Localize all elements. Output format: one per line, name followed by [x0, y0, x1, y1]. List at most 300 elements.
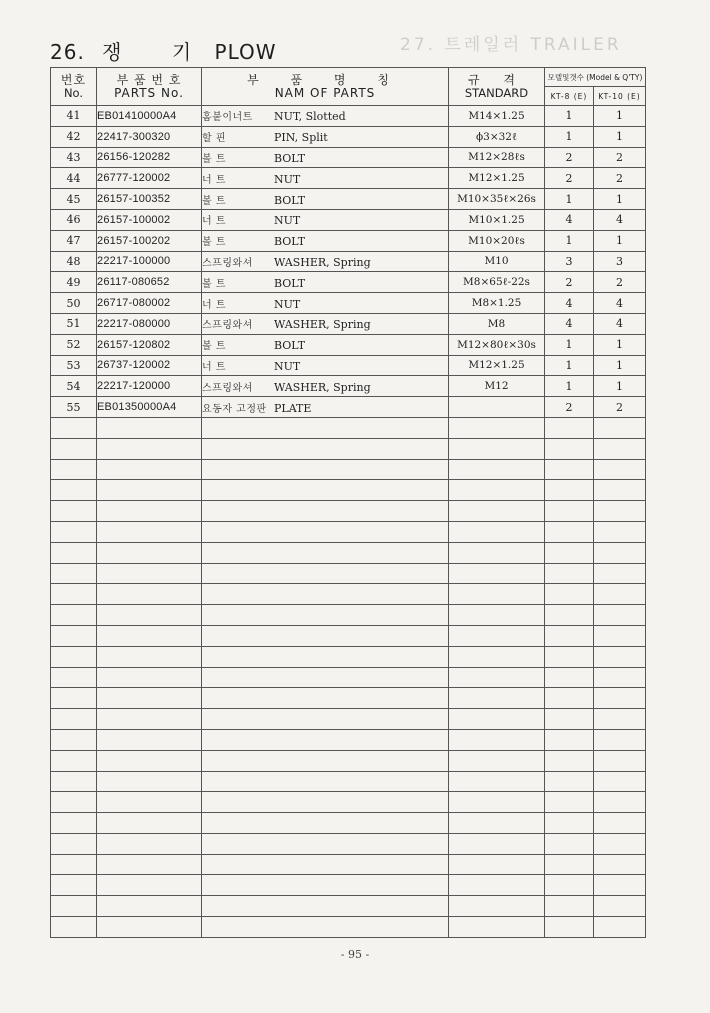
empty-cell	[202, 729, 449, 750]
empty-table-row	[51, 750, 646, 771]
empty-cell	[449, 709, 545, 730]
empty-cell	[97, 709, 202, 730]
empty-cell	[545, 813, 594, 834]
empty-cell	[51, 854, 97, 875]
empty-table-row	[51, 605, 646, 626]
empty-cell	[202, 480, 449, 501]
empty-table-row	[51, 521, 646, 542]
empty-cell	[51, 833, 97, 854]
empty-cell	[594, 501, 646, 522]
table-row	[51, 251, 646, 272]
empty-table-row	[51, 771, 646, 792]
header-no	[51, 68, 97, 106]
table-row	[51, 189, 646, 210]
empty-cell	[545, 729, 594, 750]
qty-kt8: 1	[545, 189, 594, 210]
empty-cell	[594, 917, 646, 938]
empty-cell	[545, 625, 594, 646]
empty-cell	[545, 521, 594, 542]
table-row	[51, 376, 646, 397]
empty-cell	[97, 792, 202, 813]
part-standard: M8	[449, 313, 545, 334]
empty-cell	[449, 875, 545, 896]
row-number: 49	[51, 272, 97, 293]
part-name	[202, 272, 449, 293]
row-number: 53	[51, 355, 97, 376]
part-name-korean: 스프링와셔	[202, 382, 253, 394]
part-name-korean: 스프링와셔	[202, 257, 253, 269]
empty-cell	[51, 521, 97, 542]
part-number: EB01410000A4	[97, 106, 202, 127]
header-no-en: No.	[63, 85, 84, 100]
empty-table-row	[51, 709, 646, 730]
empty-cell	[202, 625, 449, 646]
empty-cell	[545, 750, 594, 771]
qty-kt10: 1	[594, 376, 646, 397]
empty-cell	[594, 438, 646, 459]
part-name-korean: 너 트	[202, 299, 226, 311]
qty-kt8: 1	[545, 106, 594, 127]
empty-cell	[51, 875, 97, 896]
part-name-english: NUT	[274, 297, 301, 311]
part-standard: M10	[449, 251, 545, 272]
empty-cell	[51, 646, 97, 667]
empty-cell	[545, 542, 594, 563]
empty-cell	[51, 417, 97, 438]
empty-cell	[97, 729, 202, 750]
part-standard: M14×1.25	[449, 106, 545, 127]
empty-cell	[594, 459, 646, 480]
qty-kt10: 1	[594, 355, 646, 376]
empty-table-row	[51, 667, 646, 688]
part-name-english: BOLT	[274, 276, 306, 290]
empty-cell	[594, 521, 646, 542]
part-name	[202, 334, 449, 355]
part-standard	[449, 397, 545, 418]
empty-table-row	[51, 833, 646, 854]
part-number: 26117-080652	[97, 272, 202, 293]
empty-cell	[202, 542, 449, 563]
empty-cell	[97, 688, 202, 709]
empty-cell	[202, 896, 449, 917]
row-number: 44	[51, 168, 97, 189]
part-name-korean: 너 트	[202, 174, 226, 186]
qty-kt8: 4	[545, 313, 594, 334]
header-name-ko: 부 품 명 칭	[247, 72, 403, 87]
empty-cell	[449, 521, 545, 542]
empty-cell	[545, 917, 594, 938]
empty-cell	[51, 917, 97, 938]
qty-kt8: 4	[545, 209, 594, 230]
empty-cell	[594, 875, 646, 896]
empty-cell	[545, 875, 594, 896]
empty-cell	[545, 646, 594, 667]
empty-cell	[449, 896, 545, 917]
empty-cell	[545, 688, 594, 709]
header-model-kt10: KT-10 (E)	[594, 87, 646, 106]
empty-table-row	[51, 417, 646, 438]
empty-table-row	[51, 625, 646, 646]
qty-kt10: 2	[594, 397, 646, 418]
empty-cell	[449, 833, 545, 854]
part-number: 22217-120000	[97, 376, 202, 397]
empty-table-row	[51, 563, 646, 584]
part-standard: M8×1.25	[449, 293, 545, 314]
row-number: 42	[51, 126, 97, 147]
empty-cell	[449, 750, 545, 771]
part-number: 22417-300320	[97, 126, 202, 147]
empty-cell	[97, 417, 202, 438]
part-name-korean: 볼 트	[202, 278, 226, 290]
empty-cell	[594, 771, 646, 792]
header-standard-en: STANDARD	[464, 85, 529, 100]
part-standard: M12×1.25	[449, 355, 545, 376]
part-name	[202, 251, 449, 272]
part-name	[202, 106, 449, 127]
empty-cell	[97, 646, 202, 667]
empty-cell	[594, 833, 646, 854]
header-standard-ko: 규 격	[468, 72, 525, 87]
empty-cell	[51, 771, 97, 792]
empty-cell	[97, 605, 202, 626]
part-name-english: BOLT	[274, 339, 306, 353]
empty-cell	[449, 459, 545, 480]
part-name-english: WASHER, Spring	[274, 255, 371, 269]
empty-cell	[202, 417, 449, 438]
qty-kt10: 1	[594, 189, 646, 210]
empty-cell	[97, 563, 202, 584]
qty-kt10: 4	[594, 293, 646, 314]
part-name	[202, 293, 449, 314]
empty-cell	[51, 501, 97, 522]
empty-cell	[97, 813, 202, 834]
empty-cell	[449, 480, 545, 501]
part-name-korean: 요동자 고정판	[202, 403, 267, 415]
empty-cell	[449, 729, 545, 750]
empty-cell	[51, 625, 97, 646]
empty-cell	[202, 813, 449, 834]
part-name-korean: 너 트	[202, 216, 226, 228]
empty-cell	[594, 417, 646, 438]
part-name-korean: 할 핀	[202, 133, 226, 145]
empty-cell	[202, 875, 449, 896]
part-number: 26156-120282	[97, 147, 202, 168]
empty-cell	[51, 688, 97, 709]
empty-cell	[449, 563, 545, 584]
part-standard: ϕ3×32ℓ	[449, 126, 545, 147]
empty-cell	[449, 417, 545, 438]
part-name-english: NUT	[274, 172, 301, 186]
empty-cell	[545, 605, 594, 626]
qty-kt8: 1	[545, 334, 594, 355]
empty-cell	[97, 750, 202, 771]
empty-cell	[449, 792, 545, 813]
empty-cell	[97, 625, 202, 646]
empty-cell	[594, 813, 646, 834]
empty-cell	[97, 771, 202, 792]
table-row	[51, 397, 646, 418]
empty-cell	[594, 605, 646, 626]
empty-cell	[594, 625, 646, 646]
empty-cell	[545, 584, 594, 605]
part-name-english: WASHER, Spring	[274, 318, 371, 332]
empty-cell	[545, 417, 594, 438]
empty-cell	[202, 605, 449, 626]
empty-cell	[202, 854, 449, 875]
empty-cell	[594, 542, 646, 563]
part-name-english: PIN, Split	[274, 131, 328, 145]
part-number: 26717-080002	[97, 293, 202, 314]
part-name	[202, 189, 449, 210]
part-name-english: NUT	[274, 359, 301, 373]
part-name-english: BOLT	[274, 151, 306, 165]
empty-table-row	[51, 542, 646, 563]
parts-table-body	[51, 106, 646, 938]
empty-cell	[449, 646, 545, 667]
qty-kt10: 2	[594, 147, 646, 168]
table-row	[51, 313, 646, 334]
part-standard: M10×1.25	[449, 209, 545, 230]
empty-cell	[97, 459, 202, 480]
part-name	[202, 313, 449, 334]
qty-kt8: 2	[545, 397, 594, 418]
header-parts-no-ko: 부 품 번 호	[116, 72, 182, 87]
part-standard: M12×28ℓs	[449, 147, 545, 168]
empty-cell	[97, 480, 202, 501]
empty-cell	[51, 605, 97, 626]
empty-cell	[545, 459, 594, 480]
row-number: 52	[51, 334, 97, 355]
part-name-korean: 홈붙이너트	[202, 112, 253, 124]
header-standard	[449, 68, 545, 106]
empty-cell	[51, 750, 97, 771]
row-number: 46	[51, 209, 97, 230]
empty-cell	[202, 688, 449, 709]
empty-table-row	[51, 584, 646, 605]
empty-cell	[51, 542, 97, 563]
row-number: 45	[51, 189, 97, 210]
empty-cell	[202, 709, 449, 730]
part-standard: M12×1.25	[449, 168, 545, 189]
empty-table-row	[51, 438, 646, 459]
empty-table-row	[51, 729, 646, 750]
empty-cell	[545, 501, 594, 522]
empty-cell	[51, 584, 97, 605]
empty-cell	[202, 563, 449, 584]
empty-cell	[449, 605, 545, 626]
table-row	[51, 230, 646, 251]
empty-cell	[545, 480, 594, 501]
qty-kt10: 4	[594, 209, 646, 230]
empty-cell	[202, 584, 449, 605]
empty-cell	[594, 896, 646, 917]
empty-cell	[594, 709, 646, 730]
empty-cell	[449, 542, 545, 563]
part-name-english: WASHER, Spring	[274, 380, 371, 394]
table-row	[51, 293, 646, 314]
table-row	[51, 272, 646, 293]
qty-kt10: 2	[594, 168, 646, 189]
qty-kt10: 1	[594, 230, 646, 251]
empty-cell	[51, 480, 97, 501]
empty-table-row	[51, 792, 646, 813]
empty-cell	[545, 709, 594, 730]
empty-cell	[97, 833, 202, 854]
qty-kt10: 1	[594, 334, 646, 355]
qty-kt8: 1	[545, 376, 594, 397]
empty-cell	[97, 438, 202, 459]
part-name-korean: 볼 트	[202, 237, 226, 249]
part-name-korean: 볼 트	[202, 153, 226, 165]
part-standard: M10×20ℓs	[449, 230, 545, 251]
table-row	[51, 334, 646, 355]
part-name	[202, 355, 449, 376]
qty-kt8: 1	[545, 230, 594, 251]
empty-table-row	[51, 480, 646, 501]
table-row	[51, 106, 646, 127]
qty-kt10: 4	[594, 313, 646, 334]
empty-cell	[202, 917, 449, 938]
part-name	[202, 209, 449, 230]
empty-cell	[51, 729, 97, 750]
part-number: 22217-080000	[97, 313, 202, 334]
qty-kt10: 3	[594, 251, 646, 272]
empty-cell	[202, 750, 449, 771]
empty-cell	[51, 896, 97, 917]
part-number: 26737-120002	[97, 355, 202, 376]
header-no-ko: 번호	[60, 72, 87, 87]
empty-cell	[202, 501, 449, 522]
row-number: 51	[51, 313, 97, 334]
empty-cell	[51, 459, 97, 480]
table-row	[51, 126, 646, 147]
empty-table-row	[51, 459, 646, 480]
part-name-korean: 볼 트	[202, 341, 226, 353]
part-name-korean: 스프링와셔	[202, 320, 253, 332]
empty-cell	[202, 646, 449, 667]
empty-cell	[202, 459, 449, 480]
empty-cell	[97, 854, 202, 875]
ghost-bleed-through-text: 27. 트레일러 TRAILER	[400, 35, 622, 55]
empty-cell	[594, 854, 646, 875]
page-number: - 95 -	[340, 948, 370, 961]
qty-kt8: 2	[545, 272, 594, 293]
empty-cell	[97, 542, 202, 563]
page-title	[50, 36, 277, 65]
empty-cell	[594, 480, 646, 501]
row-number: 41	[51, 106, 97, 127]
row-number: 55	[51, 397, 97, 418]
part-name-english: NUT	[274, 214, 301, 228]
parts-table	[50, 67, 646, 938]
empty-cell	[51, 667, 97, 688]
empty-cell	[594, 667, 646, 688]
table-row	[51, 209, 646, 230]
empty-cell	[545, 771, 594, 792]
empty-cell	[449, 688, 545, 709]
empty-table-row	[51, 854, 646, 875]
empty-cell	[202, 771, 449, 792]
row-number: 54	[51, 376, 97, 397]
qty-kt10: 1	[594, 106, 646, 127]
empty-cell	[51, 813, 97, 834]
part-name-english: PLATE	[274, 401, 312, 415]
row-number: 43	[51, 147, 97, 168]
empty-cell	[594, 792, 646, 813]
empty-cell	[449, 501, 545, 522]
header-name	[202, 68, 449, 106]
empty-cell	[51, 792, 97, 813]
header-parts-no-en: PARTS No.	[114, 85, 184, 100]
part-number: 26157-100002	[97, 209, 202, 230]
empty-cell	[449, 917, 545, 938]
empty-table-row	[51, 688, 646, 709]
empty-cell	[202, 792, 449, 813]
row-number: 50	[51, 293, 97, 314]
part-number: 26157-120802	[97, 334, 202, 355]
section-number: 26.	[50, 40, 85, 64]
empty-cell	[97, 584, 202, 605]
qty-kt8: 2	[545, 168, 594, 189]
part-name-korean: 볼 트	[202, 195, 226, 207]
row-number: 47	[51, 230, 97, 251]
empty-cell	[51, 563, 97, 584]
qty-kt8: 1	[545, 355, 594, 376]
empty-cell	[594, 646, 646, 667]
empty-cell	[97, 896, 202, 917]
qty-kt8: 1	[545, 126, 594, 147]
table-row	[51, 147, 646, 168]
empty-cell	[97, 917, 202, 938]
title-korean: 쟁 기	[102, 40, 214, 64]
part-number: 22217-100000	[97, 251, 202, 272]
empty-cell	[51, 438, 97, 459]
empty-cell	[545, 896, 594, 917]
empty-table-row	[51, 896, 646, 917]
empty-cell	[594, 584, 646, 605]
header-name-en: NAM OF PARTS	[274, 85, 376, 100]
part-name	[202, 230, 449, 251]
qty-kt10: 2	[594, 272, 646, 293]
row-number: 48	[51, 251, 97, 272]
empty-cell	[97, 521, 202, 542]
empty-cell	[545, 438, 594, 459]
part-standard: M12	[449, 376, 545, 397]
qty-kt8: 4	[545, 293, 594, 314]
title-english: PLOW	[214, 40, 277, 64]
empty-cell	[449, 438, 545, 459]
empty-cell	[202, 667, 449, 688]
empty-cell	[449, 771, 545, 792]
qty-kt8: 2	[545, 147, 594, 168]
empty-cell	[97, 501, 202, 522]
part-number: 26157-100352	[97, 189, 202, 210]
header-parts-no	[97, 68, 202, 106]
part-name	[202, 376, 449, 397]
part-name-english: BOLT	[274, 193, 306, 207]
empty-table-row	[51, 646, 646, 667]
part-name	[202, 397, 449, 418]
empty-cell	[594, 688, 646, 709]
part-name-english: NUT, Slotted	[274, 110, 346, 124]
part-name	[202, 147, 449, 168]
empty-cell	[594, 729, 646, 750]
part-name-english: BOLT	[274, 235, 306, 249]
empty-table-row	[51, 501, 646, 522]
empty-cell	[202, 833, 449, 854]
part-standard: M12×80ℓ×30s	[449, 334, 545, 355]
part-name	[202, 126, 449, 147]
